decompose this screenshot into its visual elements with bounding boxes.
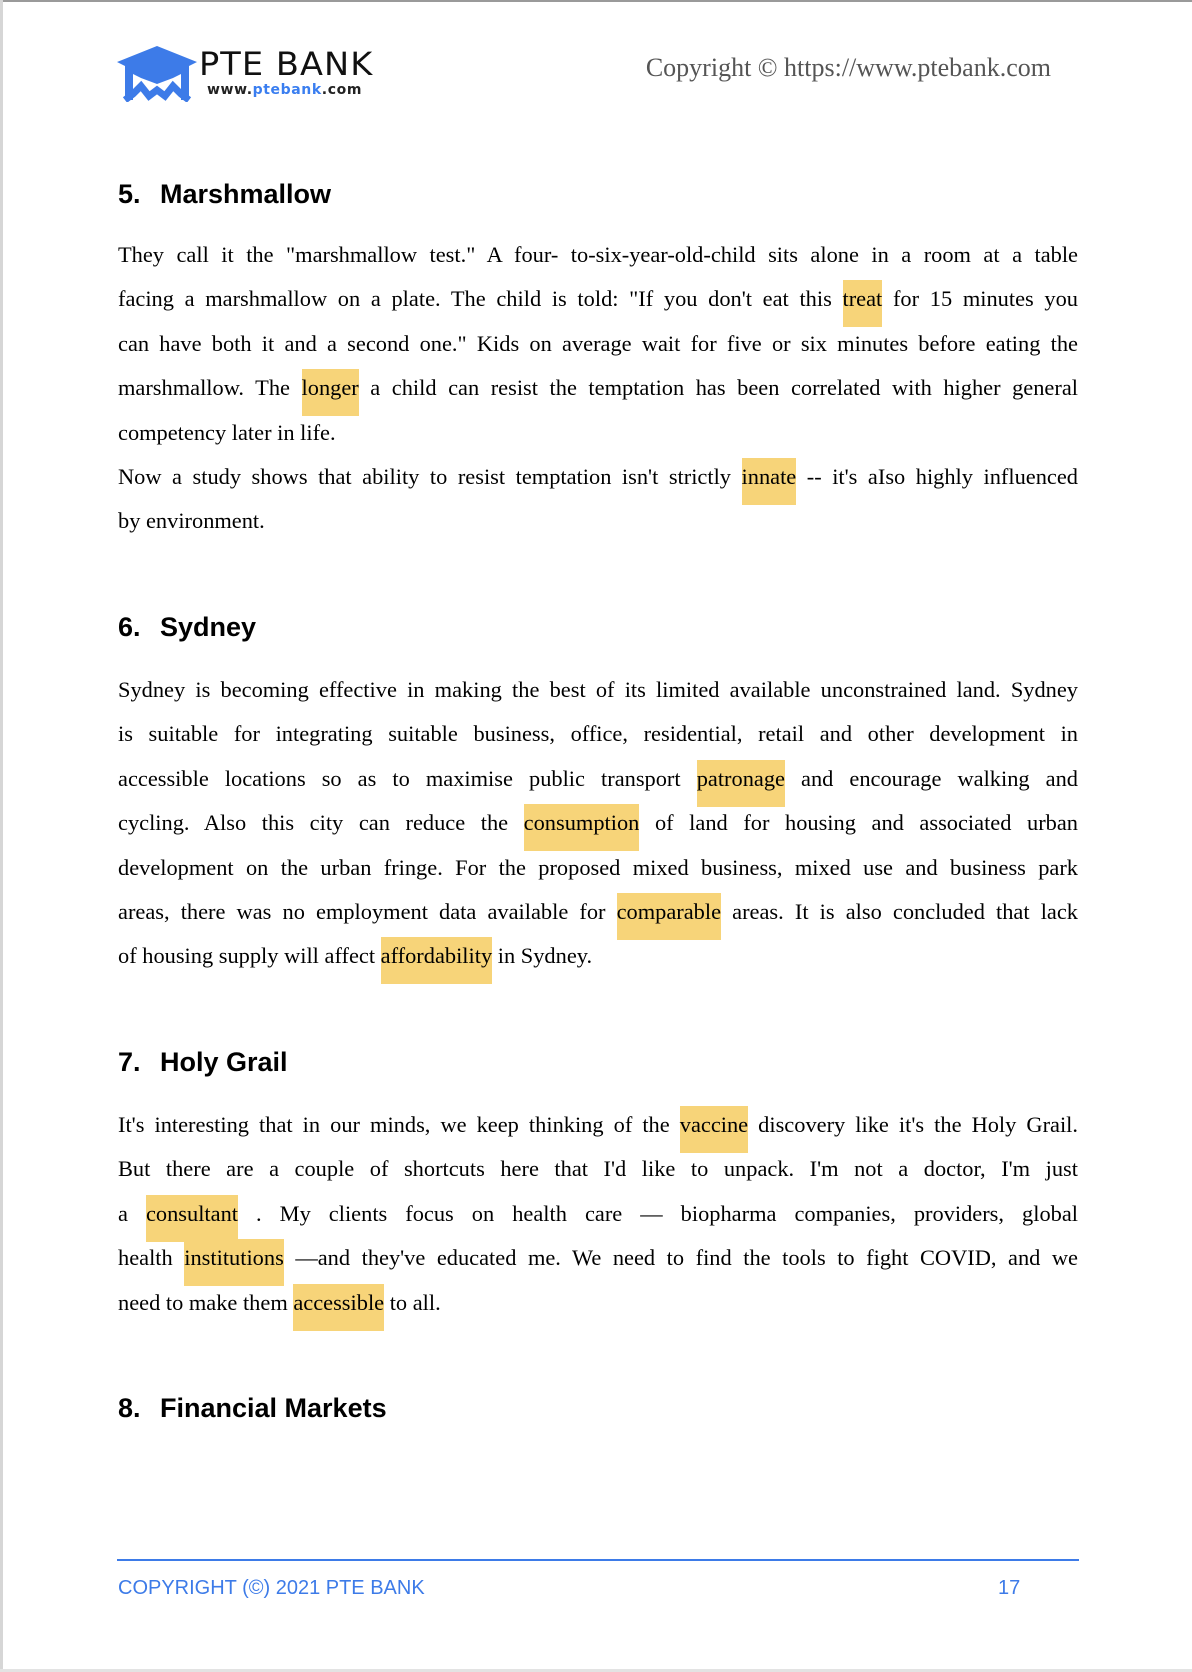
window-top-border <box>0 0 1192 2</box>
text-segment: health <box>118 1245 185 1271</box>
highlighted-word: patronage <box>697 760 785 807</box>
paragraph-line <box>118 1281 1078 1325</box>
text-segment: a <box>118 1200 146 1226</box>
section-title: Marshmallow <box>160 179 332 209</box>
section-heading <box>118 178 331 210</box>
highlighted-word: longer <box>302 369 359 416</box>
highlighted-word: treat <box>843 280 883 327</box>
section-number: 8. <box>118 1393 141 1423</box>
text-segment: of housing supply will affect <box>118 943 381 969</box>
text-segment: a child can resist the temptation has been correlated with higher general <box>358 375 1078 401</box>
paragraph-line <box>118 233 1078 277</box>
section-number: 6. <box>118 612 141 642</box>
footer-copyright: COPYRIGHT (©) 2021 PTE BANK <box>118 1577 425 1599</box>
highlighted-word: affordability <box>381 937 493 984</box>
text-segment: accessible locations so as to maximise public transport <box>118 765 697 791</box>
text-segment: areas. It is also concluded that lack <box>721 898 1078 924</box>
section-title: Sydney <box>160 612 257 642</box>
highlighted-word: vaccine <box>680 1106 748 1153</box>
paragraph-line <box>118 712 1078 756</box>
text-segment: to all. <box>384 1289 441 1315</box>
footer-divider <box>117 1559 1079 1561</box>
paragraph-line <box>118 1103 1078 1147</box>
section-title: Financial Markets <box>160 1393 387 1423</box>
graduation-cap-icon <box>117 46 197 102</box>
text-segment: discovery like it's the Holy Grail. <box>748 1112 1079 1137</box>
text-segment: is suitable for integrating suitable business, office, residential, retail and other development in <box>118 721 1078 747</box>
text-segment: cycling. Also this city can reduce the <box>118 810 524 836</box>
paragraph-line <box>118 668 1078 712</box>
section-heading <box>118 611 256 643</box>
section-title: Holy Grail <box>160 1047 288 1077</box>
text-segment: But there are a couple of shortcuts here that I'd like to unpack. I'm not a doctor, I'm just <box>118 1156 1078 1182</box>
paragraph-line <box>118 366 1078 410</box>
text-segment: by environment. <box>118 508 265 534</box>
paragraph-line <box>118 455 1078 499</box>
highlighted-word: innate <box>742 458 797 505</box>
section-number: 7. <box>118 1047 141 1077</box>
text-segment: Now a study shows that ability to resist temptation isn't strictly <box>118 463 742 489</box>
paragraph-line <box>118 1236 1078 1280</box>
text-segment: competency later in life. <box>118 419 336 445</box>
section-heading <box>118 1392 387 1424</box>
section-paragraph <box>118 233 1078 544</box>
section-paragraph <box>118 668 1078 979</box>
paragraph-line <box>118 801 1078 845</box>
text-segment: —and they've educated me. We need to find the tools to fight COVID, and we <box>283 1245 1078 1271</box>
text-segment: can have both it and a second one." Kids on average wait for five or six minutes before eating the <box>118 330 1078 356</box>
paragraph-line <box>118 757 1078 801</box>
text-segment: marshmallow. The <box>118 375 302 401</box>
header-copyright: Copyright © https://www.ptebank.com <box>645 53 1051 82</box>
paragraph-line <box>118 411 1078 455</box>
paragraph-line <box>118 322 1078 366</box>
text-segment: in Sydney. <box>492 943 593 969</box>
text-segment: areas, there was no employment data available for <box>118 898 617 924</box>
text-segment: facing a marshmallow on a plate. The child is told: "If you don't eat this <box>118 286 843 312</box>
section-paragraph <box>118 1103 1078 1325</box>
text-segment: need to make them <box>118 1289 294 1315</box>
paragraph-line <box>118 890 1078 934</box>
text-segment: of land for housing and associated urban <box>639 810 1078 836</box>
paragraph-line <box>118 846 1078 890</box>
highlighted-word: institutions <box>184 1239 284 1286</box>
highlighted-word: consultant <box>146 1195 238 1242</box>
text-segment: -- it's aIso highly influenced <box>796 463 1078 489</box>
logo-url-accent: ptebank <box>252 82 322 98</box>
paragraph-line <box>118 1147 1078 1191</box>
logo-url-prefix: www. <box>207 82 253 98</box>
highlighted-word: comparable <box>617 893 721 940</box>
text-segment: Sydney is becoming effective in making the best of its limited available unconstrained land. Sydney <box>118 677 1078 702</box>
section-heading <box>118 1046 288 1078</box>
paragraph-line <box>118 934 1078 978</box>
highlighted-word: accessible <box>293 1284 384 1331</box>
text-segment: for 15 minutes you <box>882 286 1078 312</box>
text-segment: . My clients focus on health care — biopharma companies, providers, global <box>238 1200 1078 1226</box>
highlighted-word: consumption <box>524 804 640 851</box>
section-number: 5. <box>118 179 141 209</box>
paragraph-line <box>118 1192 1078 1236</box>
text-segment: They call it the "marshmallow test." A four- to-six-year-old-child sits alone in a room at a table <box>118 242 1078 267</box>
text-segment: and encourage walking and <box>784 765 1078 791</box>
text-segment: It's interesting that in our minds, we keep thinking of the <box>118 1112 680 1137</box>
page-number: 17 <box>998 1577 1021 1599</box>
text-segment: development on the urban fringe. For the proposed mixed business, mixed use and business park <box>118 854 1078 880</box>
pte-bank-logo <box>117 44 407 106</box>
window-left-border <box>0 0 3 1672</box>
logo-url-suffix: .com <box>321 82 363 98</box>
paragraph-line <box>118 277 1078 321</box>
paragraph-line <box>118 499 1078 543</box>
logo-title: PTE BANK <box>199 45 374 83</box>
logo-url <box>207 82 362 98</box>
